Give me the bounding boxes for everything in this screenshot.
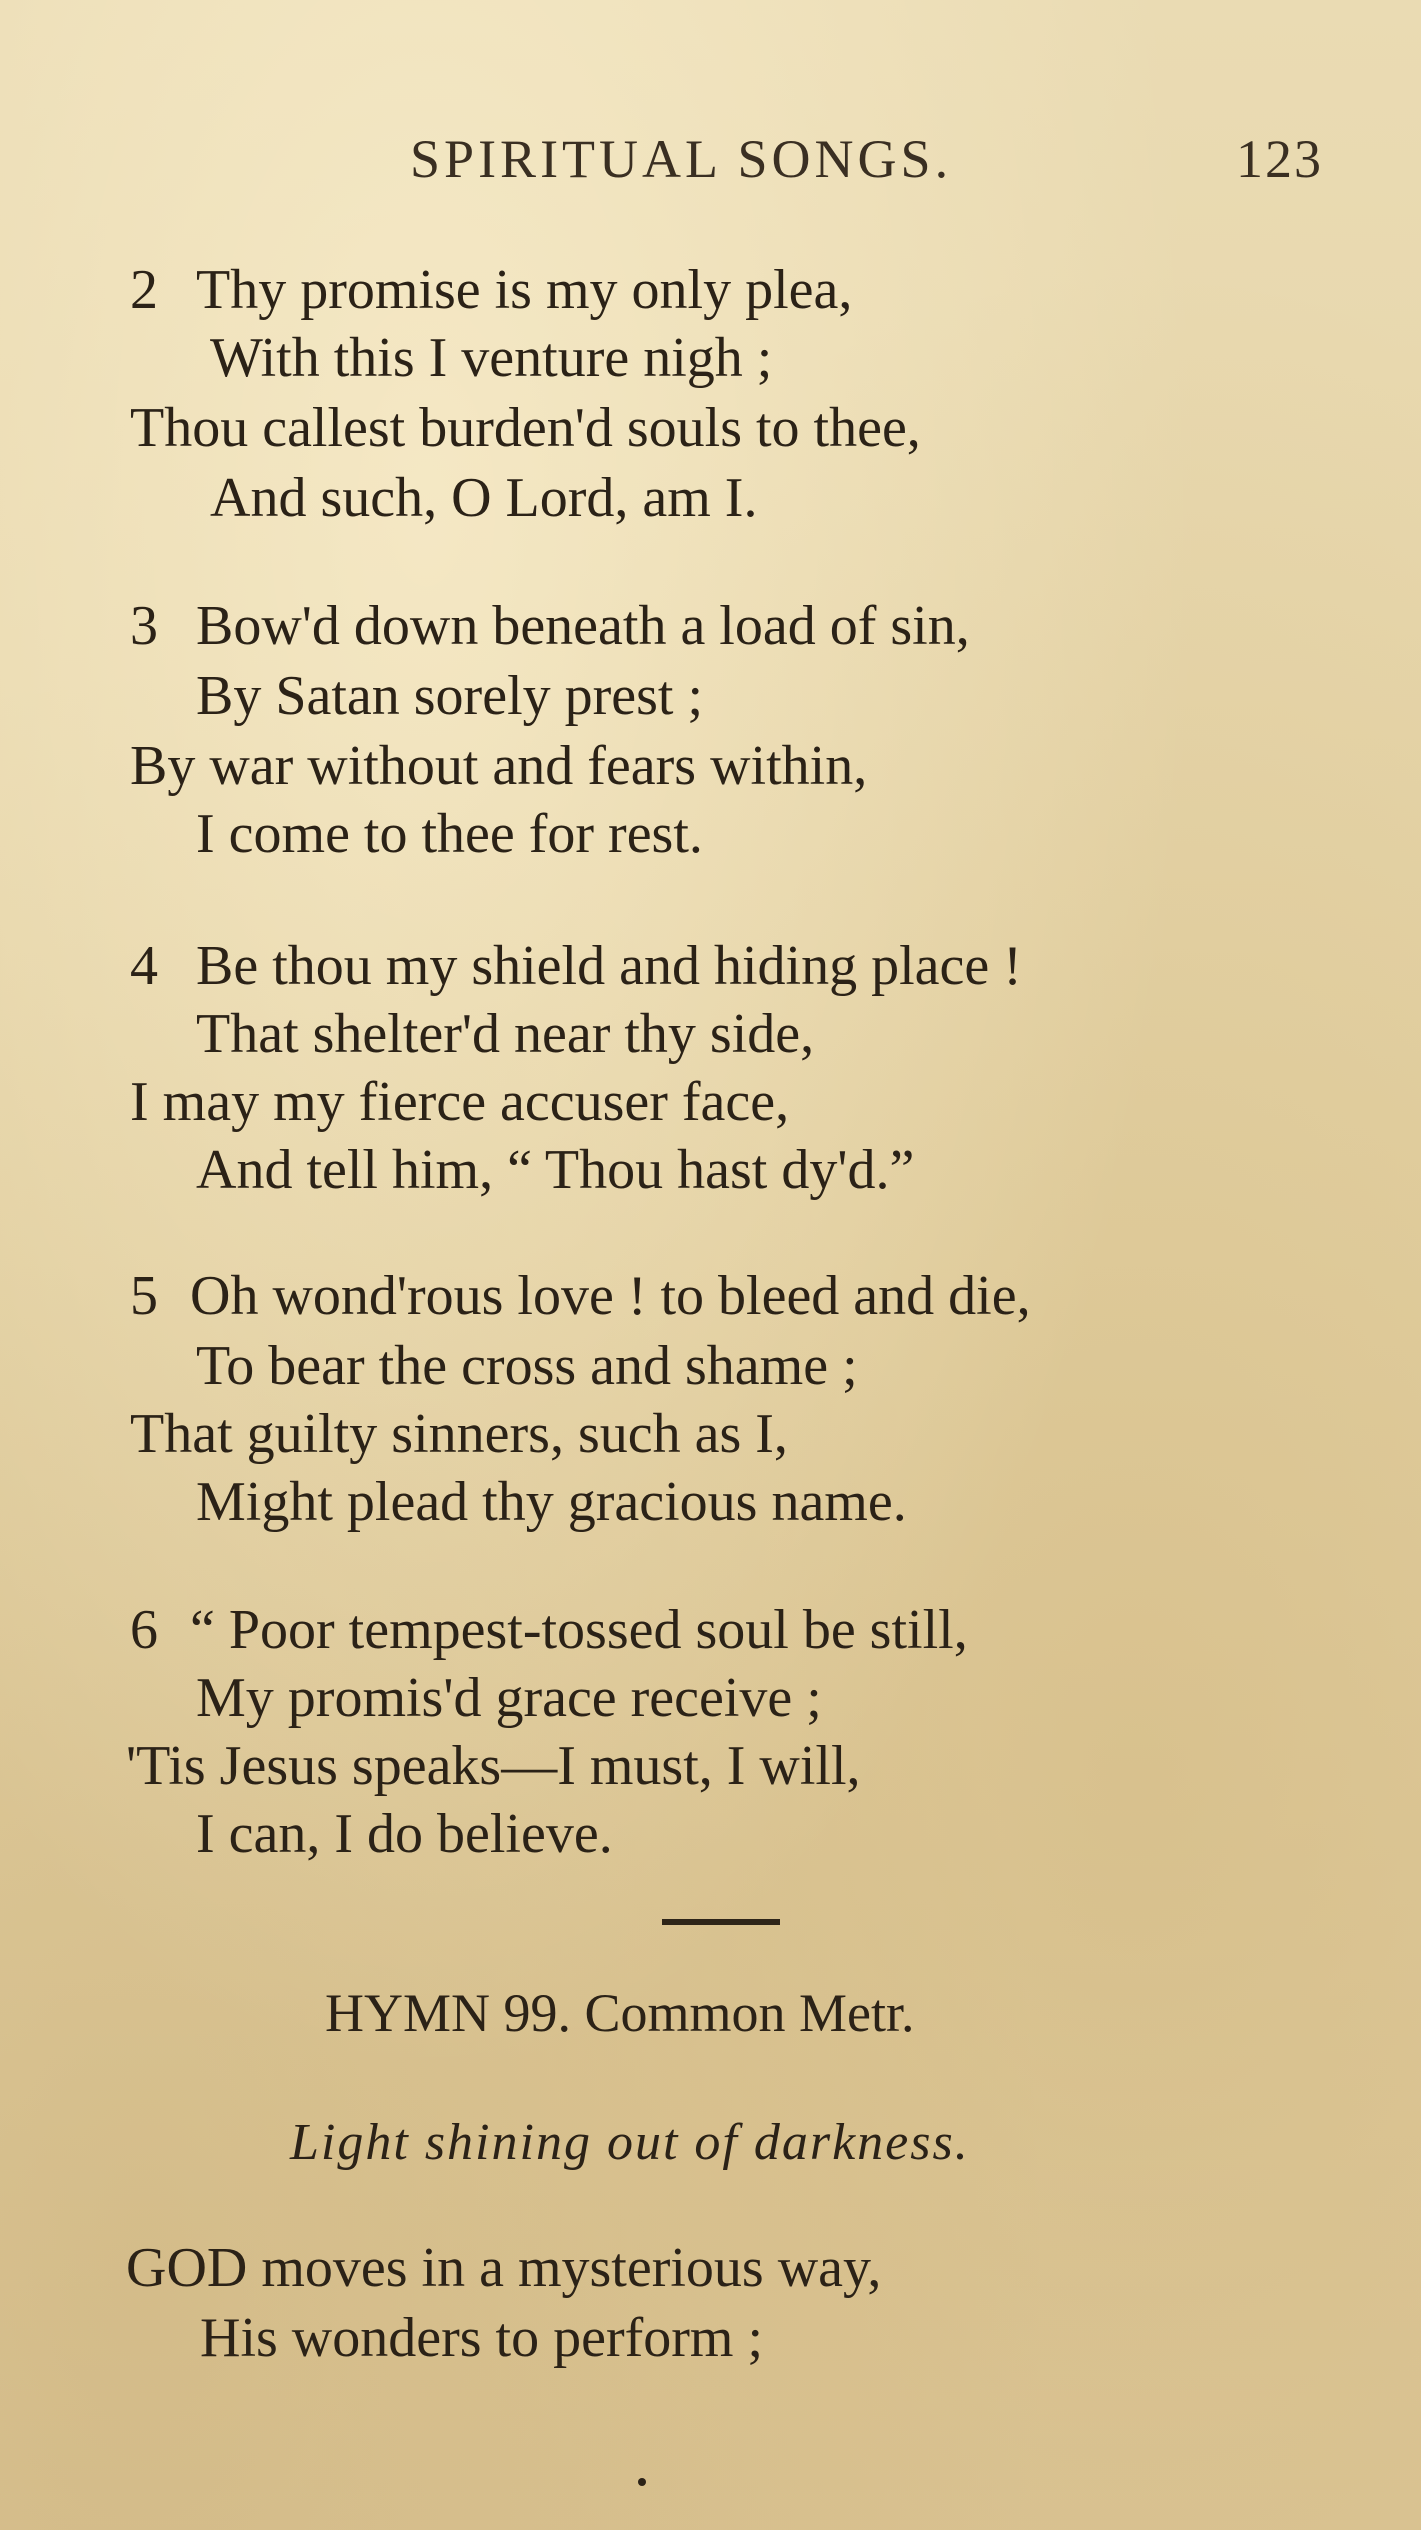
stanza-line: Might plead thy gracious name. <box>196 1471 907 1533</box>
stanza-line: And such, O Lord, am I. <box>210 467 758 529</box>
stanza-line: 'Tis Jesus speaks—I must, I will, <box>126 1735 861 1797</box>
stanza-line: Be thou my shield and hiding place ! <box>196 935 1022 997</box>
ink-speck <box>638 2478 646 2486</box>
hymn-line: His wonders to perform ; <box>200 2307 764 2369</box>
stanza-line: By Satan sorely prest ; <box>196 665 704 727</box>
hymn-subtitle: Light shining out of darkness. <box>290 2114 970 2171</box>
stanza-number: 5 <box>130 1265 158 1327</box>
stanza-line: My promis'd grace receive ; <box>196 1667 822 1729</box>
stanza-line: Bow'd down beneath a load of sin, <box>196 595 970 657</box>
stanza-line: Thou callest burden'd souls to thee, <box>130 397 921 459</box>
stanza-line: I come to thee for rest. <box>196 803 703 865</box>
stanza-line: That shelter'd near thy side, <box>196 1003 815 1065</box>
stanza-line: “ Poor tempest-tossed soul be still, <box>190 1599 968 1661</box>
page-number: 123 <box>1236 129 1323 189</box>
running-head: SPIRITUAL SONGS. <box>410 129 953 189</box>
stanza-line: I may my fierce accuser face, <box>130 1071 790 1133</box>
stanza-line: And tell him, “ Thou hast dy'd.” <box>196 1139 915 1201</box>
stanza-number: 4 <box>130 935 158 997</box>
stanza-line: With this I venture nigh ; <box>210 327 773 389</box>
stanza-line: Thy promise is my only plea, <box>196 259 853 321</box>
stanza-line: To bear the cross and shame ; <box>196 1335 858 1397</box>
stanza-line: By war without and fears within, <box>130 735 868 797</box>
stanza-number: 6 <box>130 1599 158 1661</box>
hymn-line: GOD moves in a mysterious way, <box>126 2237 882 2299</box>
section-divider <box>662 1919 780 1925</box>
stanza-line: Oh wond'rous love ! to bleed and die, <box>190 1265 1031 1327</box>
stanza-line: That guilty sinners, such as I, <box>130 1403 788 1465</box>
stanza-number: 2 <box>130 259 158 321</box>
hymn-title: HYMN 99. Common Metr. <box>325 1983 915 2043</box>
stanza-number: 3 <box>130 595 158 657</box>
stanza-line: I can, I do believe. <box>196 1803 613 1865</box>
